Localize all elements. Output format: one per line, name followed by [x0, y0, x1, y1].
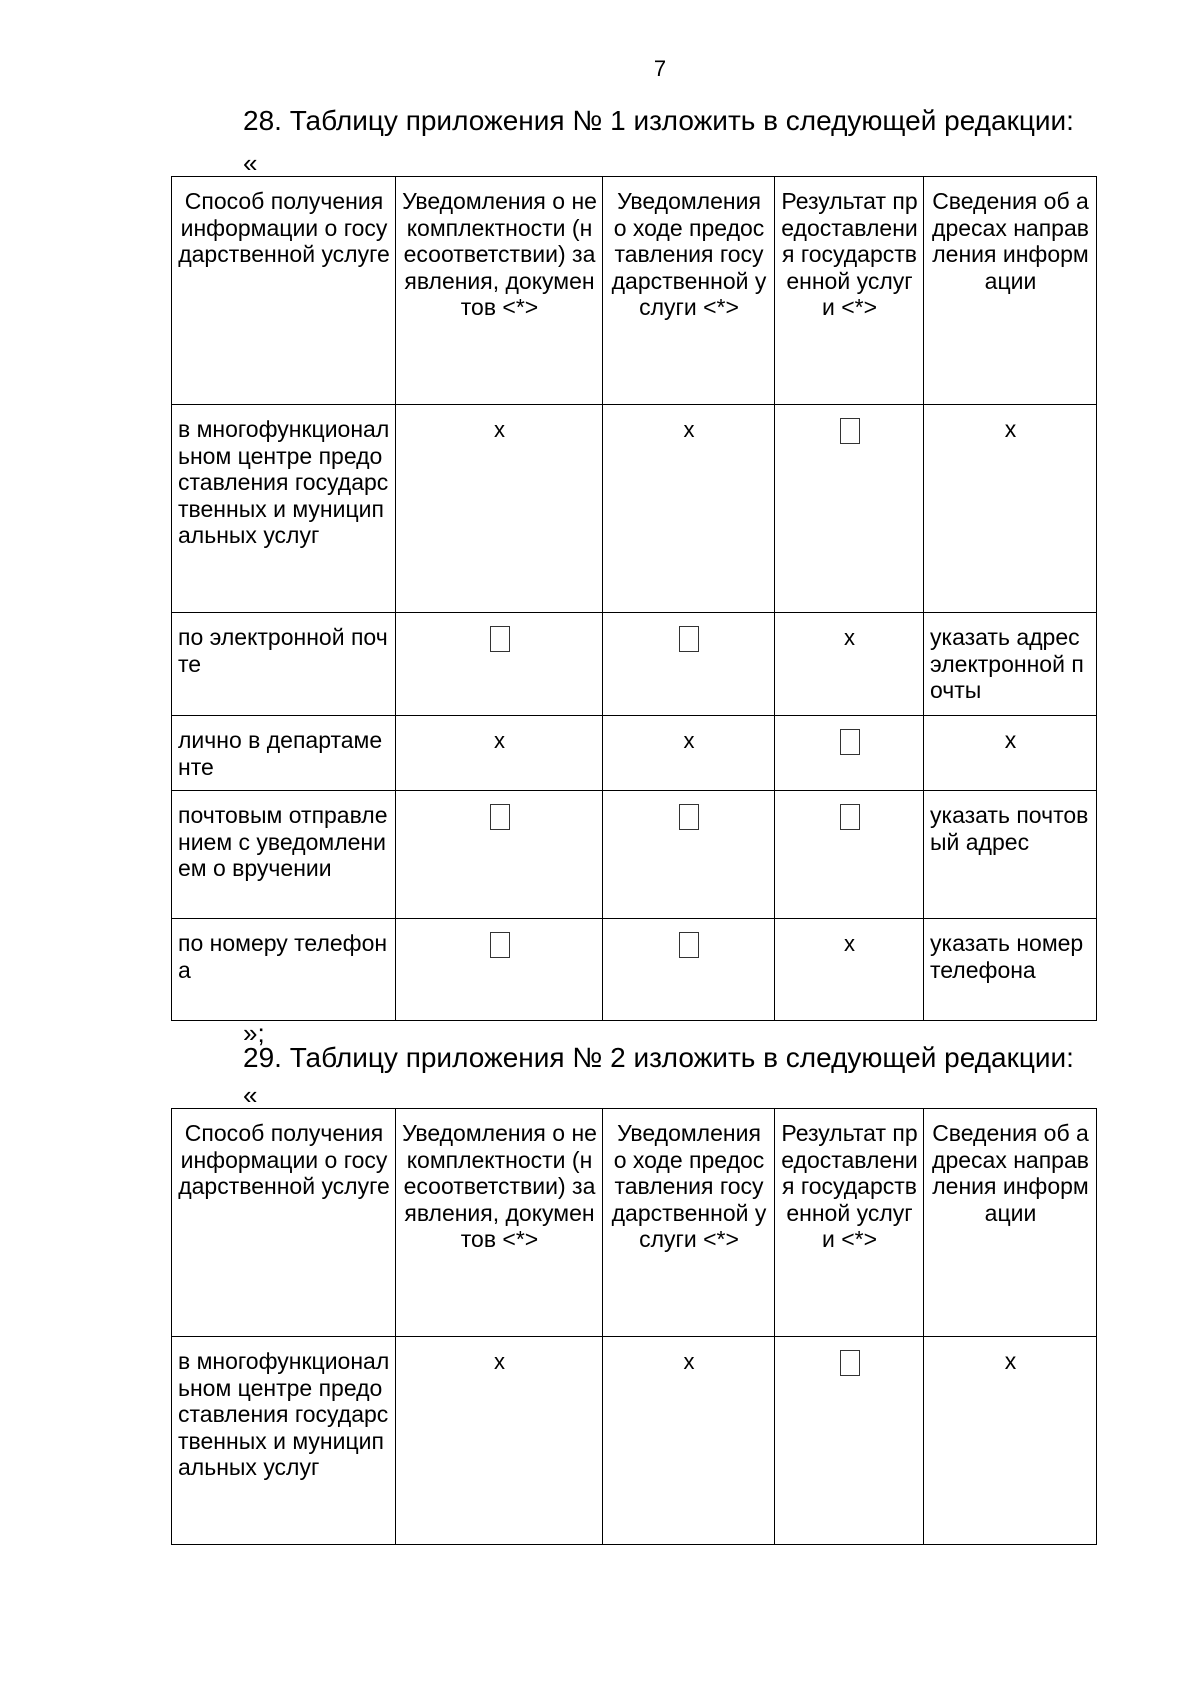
empty-box-icon [490, 932, 510, 958]
header-incompleteness-notice: Уведомления о некомплектности (несоответствии) заявления, документов <*> [396, 1109, 603, 1337]
x-mark: x [683, 1349, 695, 1374]
empty-box-icon [679, 932, 699, 958]
empty-box-icon [679, 804, 699, 830]
address-info-cell: x [924, 1337, 1097, 1545]
x-mark-cell [775, 919, 924, 1021]
x-mark-cell [396, 716, 603, 791]
appendix-1-table [171, 176, 1097, 1021]
empty-box-cell [775, 791, 924, 919]
x-mark-cell [603, 405, 775, 613]
x-mark: x [683, 417, 695, 442]
x-mark: x [683, 728, 695, 753]
empty-box-cell [603, 919, 775, 1021]
table-row [172, 405, 1097, 613]
x-mark-cell [775, 613, 924, 716]
empty-box-icon [679, 626, 699, 652]
empty-box-cell [396, 613, 603, 716]
empty-box-cell [396, 919, 603, 1021]
empty-box-icon [840, 804, 860, 830]
x-mark: x [494, 1349, 505, 1374]
empty-box-cell [396, 791, 603, 919]
page-number: 7 [653, 56, 667, 81]
header-service-result: Результат предоставления государственной услуги <*> [775, 1109, 924, 1337]
method-cell: в многофункциональном центре предоставления государственных и муниципальных услуг [172, 1337, 396, 1545]
section-29-heading: 29. Таблицу приложения № 2 изложить в следующей редакции: [243, 1042, 1074, 1073]
section-28-open-quote: « [243, 148, 258, 178]
x-mark: x [494, 728, 505, 753]
header-method: Способ получения информации о государственной услуге [172, 177, 396, 405]
header-method: Способ получения информации о государственной услуге [172, 1109, 396, 1337]
x-mark: x [494, 417, 505, 442]
address-info-cell: x [924, 716, 1097, 791]
address-info-cell: указать адрес электронной почты [924, 613, 1097, 716]
appendix-1-table-body [172, 405, 1097, 1021]
table-row [172, 613, 1097, 716]
section-28-heading: 28. Таблицу приложения № 1 изложить в следующей редакции: [243, 105, 1074, 136]
x-mark-cell [603, 716, 775, 791]
empty-box-icon [490, 626, 510, 652]
empty-box-cell [603, 791, 775, 919]
address-info-cell: x [924, 405, 1097, 613]
address-info-cell: указать номер телефона [924, 919, 1097, 1021]
x-mark: x [844, 625, 855, 650]
header-progress-notice: Уведомления о ходе предоставления государственной услуги <*> [603, 1109, 775, 1337]
table-row [172, 716, 1097, 791]
table-row [172, 1337, 1097, 1545]
x-mark-cell [396, 405, 603, 613]
header-incompleteness-notice: Уведомления о некомплектности (несоответствии) заявления, документов <*> [396, 177, 603, 405]
x-mark-cell [603, 1337, 775, 1545]
empty-box-icon [490, 804, 510, 830]
empty-box-cell [775, 405, 924, 613]
method-cell: по номеру телефона [172, 919, 396, 1021]
empty-box-cell [775, 716, 924, 791]
x-mark-cell [396, 1337, 603, 1545]
empty-box-icon [840, 1350, 860, 1376]
x-mark: x [844, 931, 855, 956]
table-row [172, 791, 1097, 919]
table-row [172, 919, 1097, 1021]
empty-box-cell [775, 1337, 924, 1545]
empty-box-icon [840, 418, 860, 444]
header-service-result: Результат предоставления государственной услуги <*> [775, 177, 924, 405]
method-cell: лично в департаменте [172, 716, 396, 791]
header-progress-notice: Уведомления о ходе предоставления государственной услуги <*> [603, 177, 775, 405]
address-info-cell: указать почтовый адрес [924, 791, 1097, 919]
section-28-close-quote: »; [243, 1018, 265, 1048]
empty-box-icon [840, 729, 860, 755]
method-cell: по электронной почте [172, 613, 396, 716]
method-cell: почтовым отправлением с уведомлением о вручении [172, 791, 396, 919]
method-cell: в многофункциональном центре предоставления государственных и муниципальных услуг [172, 405, 396, 613]
empty-box-cell [603, 613, 775, 716]
header-address-info: Сведения об адресах направления информации [924, 177, 1097, 405]
appendix-2-table-body [172, 1337, 1097, 1545]
header-address-info: Сведения об адресах направления информации [924, 1109, 1097, 1337]
section-29-open-quote: « [243, 1080, 258, 1110]
appendix-2-table [171, 1108, 1097, 1545]
